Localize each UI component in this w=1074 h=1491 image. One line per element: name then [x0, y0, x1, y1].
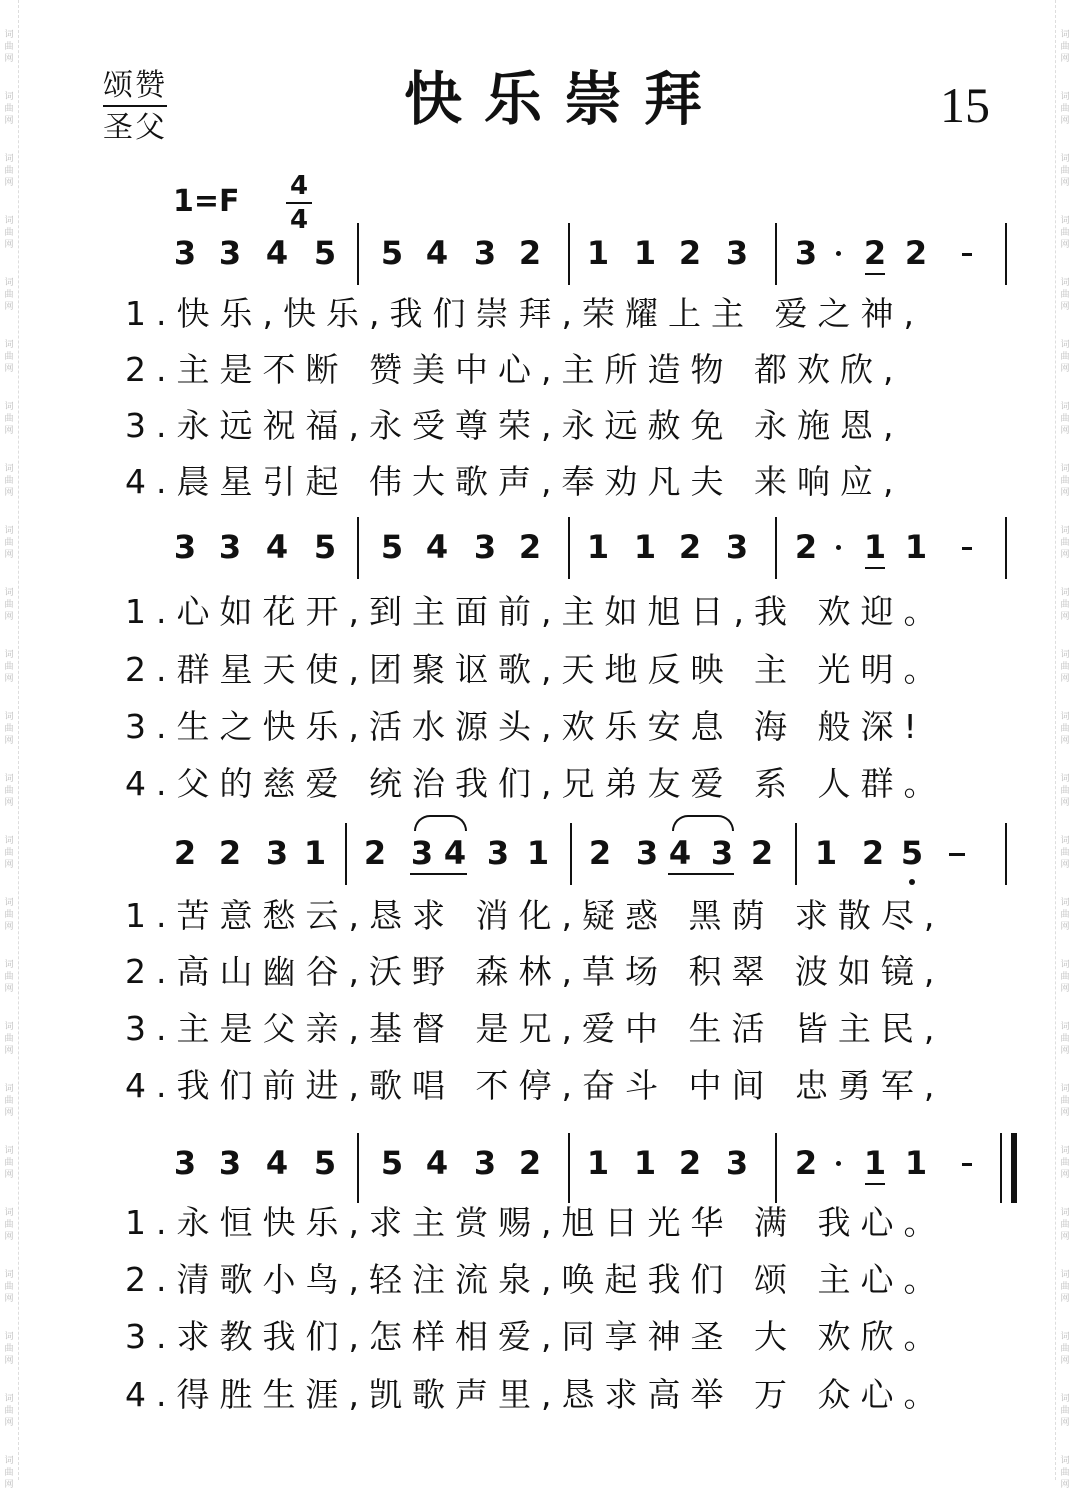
- note: 3: [710, 834, 734, 872]
- watermark-glyph: 曲: [1060, 228, 1070, 238]
- note: 3: [635, 834, 659, 872]
- lyric-line-3-3: 3.主是父亲,基督 是兄,爱中 生活 皆主民,: [125, 1009, 945, 1048]
- watermark-glyph: 词: [4, 650, 14, 660]
- watermark-glyph: 网: [4, 1046, 14, 1056]
- watermark-glyph: 网: [1060, 550, 1070, 560]
- watermark-glyph: 网: [4, 798, 14, 808]
- barline: [1005, 517, 1007, 579]
- note: 2: [794, 1144, 818, 1182]
- note: 5: [380, 1144, 404, 1182]
- watermark-glyph: 网: [4, 240, 14, 250]
- watermark-glyph: 曲: [4, 1220, 14, 1230]
- note: 4: [425, 234, 449, 272]
- time-signature-bottom: 4: [289, 205, 309, 235]
- note: 4: [668, 834, 692, 872]
- note: 3: [218, 528, 242, 566]
- note: 2: [794, 528, 818, 566]
- watermark-glyph: 网: [4, 488, 14, 498]
- watermark-glyph: 曲: [4, 1034, 14, 1044]
- final-barline: [1011, 1133, 1017, 1203]
- note: 1: [863, 1144, 887, 1182]
- note: 2: [861, 834, 885, 872]
- barline: [1005, 823, 1007, 885]
- note: 4: [443, 834, 467, 872]
- watermark-glyph: 词: [4, 836, 14, 846]
- note: 5: [380, 528, 404, 566]
- watermark-glyph: 曲: [4, 910, 14, 920]
- lyric-line-1-3: 3.永远祝福,永受尊荣,永远赦免 永施恩,: [125, 406, 904, 445]
- barline: [568, 223, 570, 285]
- watermark-glyph: 曲: [4, 538, 14, 548]
- watermark-glyph: 网: [1060, 178, 1070, 188]
- category-primary: 颂赞: [103, 68, 167, 107]
- watermark-glyph: 曲: [4, 1406, 14, 1416]
- note: 1: [863, 528, 887, 566]
- barline: [795, 823, 797, 885]
- watermark-glyph: 词: [4, 960, 14, 970]
- barline: [357, 517, 359, 579]
- watermark-glyph: 词: [1060, 464, 1070, 474]
- note: 3: [218, 234, 242, 272]
- augmentation-dot: [836, 545, 841, 550]
- watermark-glyph: 曲: [1060, 166, 1070, 176]
- watermark-glyph: 词: [1060, 836, 1070, 846]
- watermark-glyph: 词: [4, 1394, 14, 1404]
- watermark-glyph: 曲: [4, 600, 14, 610]
- watermark-glyph: 词: [4, 1208, 14, 1218]
- watermark-glyph: 网: [4, 178, 14, 188]
- watermark-glyph: 曲: [1060, 848, 1070, 858]
- watermark-glyph: 网: [1060, 674, 1070, 684]
- note: 2: [518, 528, 542, 566]
- lyric-line-2-2: 2.群星天使,团聚讴歌,天地反映 主 光明。: [125, 650, 947, 689]
- note: 4: [265, 234, 289, 272]
- watermark-glyph: 曲: [4, 352, 14, 362]
- note: 3: [265, 834, 289, 872]
- watermark-glyph: 词: [4, 154, 14, 164]
- watermark-glyph: 曲: [1060, 1406, 1070, 1416]
- watermark-glyph: 网: [4, 860, 14, 870]
- watermark-glyph: 词: [1060, 526, 1070, 536]
- sustain-dash: [962, 547, 972, 550]
- watermark-glyph: 曲: [4, 42, 14, 52]
- watermark-glyph: 词: [1060, 1456, 1070, 1466]
- watermark-glyph: 网: [4, 1232, 14, 1242]
- watermark-glyph: 词: [1060, 1084, 1070, 1094]
- lyric-line-3-4: 4.我们前进,歌唱 不停,奋斗 中间 忠勇军,: [125, 1066, 945, 1105]
- slur: [414, 815, 467, 831]
- lyric-line-1-1: 1.快乐,快乐,我们崇拜,荣耀上主 爱之神,: [125, 294, 924, 333]
- note: 3: [725, 234, 749, 272]
- beam-underline: [668, 873, 734, 875]
- watermark-glyph: 曲: [1060, 600, 1070, 610]
- watermark-glyph: 曲: [1060, 1468, 1070, 1478]
- watermark-glyph: 词: [1060, 1208, 1070, 1218]
- watermark-glyph: 曲: [4, 662, 14, 672]
- watermark-glyph: 曲: [4, 290, 14, 300]
- watermark-glyph: 词: [4, 1022, 14, 1032]
- watermark-glyph: 网: [4, 612, 14, 622]
- watermark-glyph: 词: [1060, 588, 1070, 598]
- watermark-glyph: 网: [4, 1356, 14, 1366]
- watermark-glyph: 曲: [1060, 1220, 1070, 1230]
- eighth-underline: [865, 567, 885, 569]
- watermark-glyph: 曲: [1060, 662, 1070, 672]
- watermark-glyph: 词: [1060, 340, 1070, 350]
- eighth-underline: [865, 273, 885, 275]
- watermark-glyph: 词: [4, 774, 14, 784]
- sustain-dash: [962, 253, 972, 256]
- note: 2: [678, 1144, 702, 1182]
- note: 1: [814, 834, 838, 872]
- note: 1: [526, 834, 550, 872]
- note: 5: [313, 1144, 337, 1182]
- watermark-glyph: 网: [1060, 1046, 1070, 1056]
- watermark-glyph: 曲: [4, 1468, 14, 1478]
- lyric-line-4-1: 1.永恒快乐,求主赏赐,旭日光华 满 我心。: [125, 1203, 947, 1242]
- watermark-glyph: 词: [4, 340, 14, 350]
- watermark-glyph: 网: [1060, 1232, 1070, 1242]
- note: 2: [904, 234, 928, 272]
- watermark-glyph: 词: [1060, 278, 1070, 288]
- note: 4: [425, 1144, 449, 1182]
- note: 5: [313, 528, 337, 566]
- watermark-glyph: 曲: [1060, 476, 1070, 486]
- barline: [570, 823, 572, 885]
- watermark-glyph: 词: [1060, 1394, 1070, 1404]
- beam-underline: [410, 873, 467, 875]
- watermark-glyph: 词: [1060, 402, 1070, 412]
- time-signature-rule: [286, 202, 312, 204]
- barline: [345, 823, 347, 885]
- watermark-glyph: 网: [4, 984, 14, 994]
- note: 2: [173, 834, 197, 872]
- watermark-glyph: 网: [1060, 922, 1070, 932]
- slur: [672, 815, 734, 831]
- lyric-line-4-2: 2.清歌小鸟,轻注流泉,唤起我们 颂 主心。: [125, 1260, 947, 1299]
- watermark-glyph: 网: [1060, 1418, 1070, 1428]
- watermark-glyph: 曲: [1060, 290, 1070, 300]
- watermark-glyph: 曲: [1060, 104, 1070, 114]
- watermark-glyph: 曲: [4, 1158, 14, 1168]
- watermark-glyph: 网: [1060, 860, 1070, 870]
- watermark-glyph: 网: [4, 1418, 14, 1428]
- watermark-glyph: 曲: [4, 414, 14, 424]
- watermark-glyph: 词: [4, 1146, 14, 1156]
- watermark-glyph: 词: [1060, 216, 1070, 226]
- watermark-glyph: 词: [4, 216, 14, 226]
- note: 4: [265, 528, 289, 566]
- watermark-glyph: 词: [1060, 650, 1070, 660]
- watermark-glyph: 词: [4, 92, 14, 102]
- watermark-glyph: 网: [1060, 1294, 1070, 1304]
- watermark-glyph: 网: [4, 302, 14, 312]
- watermark-glyph: 曲: [1060, 1282, 1070, 1292]
- eighth-underline: [865, 1183, 885, 1185]
- watermark-glyph: 曲: [4, 1344, 14, 1354]
- time-signature: [286, 172, 312, 234]
- note: 3: [473, 1144, 497, 1182]
- watermark-glyph: 词: [1060, 1146, 1070, 1156]
- lyric-line-3-2: 2.高山幽谷,沃野 森林,草场 积翠 波如镜,: [125, 952, 945, 991]
- note: 2: [678, 528, 702, 566]
- watermark-glyph: 曲: [1060, 724, 1070, 734]
- note: 2: [588, 834, 612, 872]
- barline: [357, 223, 359, 285]
- watermark-glyph: 词: [1060, 1022, 1070, 1032]
- note: 3: [473, 528, 497, 566]
- note: 3: [473, 234, 497, 272]
- watermark-glyph: 曲: [1060, 1096, 1070, 1106]
- watermark-glyph: 词: [1060, 960, 1070, 970]
- watermark-glyph: 词: [4, 278, 14, 288]
- lyric-line-1-2: 2.主是不断 赞美中心,主所造物 都欢欣,: [125, 350, 904, 389]
- watermark-glyph: 词: [4, 402, 14, 412]
- watermark-glyph: 曲: [4, 1282, 14, 1292]
- watermark-glyph: 网: [4, 736, 14, 746]
- watermark-glyph: 网: [4, 674, 14, 684]
- watermark-glyph: 曲: [4, 972, 14, 982]
- barline: [357, 1133, 359, 1203]
- watermark-glyph: 网: [1060, 1480, 1070, 1490]
- watermark-glyph: 网: [4, 550, 14, 560]
- lyric-line-1-4: 4.晨星引起 伟大歌声,奉劝凡夫 来响应,: [125, 462, 904, 501]
- note: 5: [380, 234, 404, 272]
- watermark-glyph: 词: [4, 1332, 14, 1342]
- watermark-glyph: 词: [1060, 712, 1070, 722]
- watermark-glyph: 词: [1060, 92, 1070, 102]
- barline: [775, 517, 777, 579]
- watermark-glyph: 词: [4, 898, 14, 908]
- note: 2: [518, 234, 542, 272]
- note: 2: [678, 234, 702, 272]
- watermark-glyph: 曲: [4, 1096, 14, 1106]
- watermark-glyph: 词: [4, 1456, 14, 1466]
- watermark-glyph: 曲: [1060, 910, 1070, 920]
- watermark-glyph: 曲: [1060, 414, 1070, 424]
- note: 1: [586, 1144, 610, 1182]
- watermark-glyph: 词: [1060, 154, 1070, 164]
- note: 3: [173, 234, 197, 272]
- watermark-glyph: 词: [1060, 30, 1070, 40]
- watermark-glyph: 曲: [4, 724, 14, 734]
- watermark-glyph: 网: [4, 1170, 14, 1180]
- category-secondary: 圣父: [103, 110, 167, 145]
- watermark-glyph: 网: [1060, 1356, 1070, 1366]
- watermark-glyph: 曲: [4, 228, 14, 238]
- watermark-glyph: 网: [1060, 488, 1070, 498]
- note: 1: [586, 528, 610, 566]
- octave-dot-below: [909, 879, 915, 885]
- barline: [1000, 1133, 1002, 1203]
- watermark-glyph: 网: [1060, 302, 1070, 312]
- watermark-glyph: 曲: [4, 848, 14, 858]
- lyric-line-4-3: 3.求教我们,怎样相爱,同享神圣 大 欢欣。: [125, 1317, 947, 1356]
- time-signature-top: 4: [289, 171, 309, 201]
- watermark-glyph: 网: [1060, 1108, 1070, 1118]
- barline: [775, 1133, 777, 1203]
- note: 4: [425, 528, 449, 566]
- watermark-glyph: 词: [1060, 1332, 1070, 1342]
- lyric-line-3-1: 1.苦意愁云,恳求 消化,疑惑 黑荫 求散尽,: [125, 896, 945, 935]
- sustain-dash: [949, 853, 965, 856]
- watermark-glyph: 网: [1060, 612, 1070, 622]
- note: 2: [218, 834, 242, 872]
- note: 3: [410, 834, 434, 872]
- watermark-glyph: 网: [1060, 426, 1070, 436]
- watermark-glyph: 网: [4, 1108, 14, 1118]
- note: 4: [265, 1144, 289, 1182]
- augmentation-dot: [836, 251, 841, 256]
- watermark-glyph: 曲: [1060, 42, 1070, 52]
- barline: [1005, 223, 1007, 285]
- watermark-glyph: 网: [1060, 984, 1070, 994]
- augmentation-dot: [836, 1161, 841, 1166]
- watermark-glyph: 网: [1060, 798, 1070, 808]
- note: 3: [218, 1144, 242, 1182]
- note: 1: [633, 528, 657, 566]
- watermark-glyph: 网: [1060, 54, 1070, 64]
- watermark-glyph: 词: [1060, 774, 1070, 784]
- note: 2: [363, 834, 387, 872]
- watermark-glyph: 网: [4, 1480, 14, 1490]
- watermark-glyph: 网: [1060, 364, 1070, 374]
- note: 3: [173, 528, 197, 566]
- note: 5: [313, 234, 337, 272]
- note: 2: [863, 234, 887, 272]
- note: 1: [586, 234, 610, 272]
- watermark-glyph: 网: [4, 922, 14, 932]
- watermark-glyph: 曲: [1060, 786, 1070, 796]
- watermark-glyph: 曲: [1060, 1158, 1070, 1168]
- note: 2: [750, 834, 774, 872]
- watermark-glyph: 网: [1060, 736, 1070, 746]
- watermark-glyph: 曲: [4, 476, 14, 486]
- lyric-line-4-4: 4.得胜生涯,凯歌声里,恳求高举 万 众心。: [125, 1375, 947, 1414]
- watermark-glyph: 曲: [1060, 972, 1070, 982]
- sustain-dash: [962, 1163, 972, 1166]
- lyric-line-2-1: 1.心如花开,到主面前,主如旭日,我 欢迎。: [125, 592, 947, 631]
- watermark-glyph: 词: [4, 712, 14, 722]
- watermark-glyph: 曲: [1060, 1034, 1070, 1044]
- note: 1: [904, 1144, 928, 1182]
- note: 3: [725, 1144, 749, 1182]
- watermark-glyph: 词: [4, 588, 14, 598]
- note: 1: [303, 834, 327, 872]
- watermark-glyph: 曲: [1060, 1344, 1070, 1354]
- watermark-glyph: 曲: [4, 786, 14, 796]
- note: 3: [173, 1144, 197, 1182]
- lyric-line-2-3: 3.生之快乐,活水源头,欢乐安息 海 般深!: [125, 707, 927, 746]
- watermark-glyph: 词: [1060, 898, 1070, 908]
- note: 1: [633, 234, 657, 272]
- watermark-glyph: 曲: [1060, 352, 1070, 362]
- hymn-number: 15: [940, 77, 990, 133]
- note: 2: [518, 1144, 542, 1182]
- watermark-glyph: 词: [4, 1084, 14, 1094]
- watermark-glyph: 曲: [4, 104, 14, 114]
- watermark-glyph: 网: [4, 116, 14, 126]
- watermark-glyph: 词: [4, 526, 14, 536]
- note: 1: [904, 528, 928, 566]
- watermark-glyph: 曲: [1060, 538, 1070, 548]
- lyric-line-2-4: 4.父的慈爱 统治我们,兄弟友爱 系 人群。: [125, 764, 947, 803]
- watermark-glyph: 网: [4, 426, 14, 436]
- watermark-glyph: 词: [1060, 1270, 1070, 1280]
- watermark-glyph: 网: [4, 54, 14, 64]
- barline: [775, 223, 777, 285]
- key-signature: 1=F: [173, 184, 240, 219]
- watermark-glyph: 词: [4, 1270, 14, 1280]
- barline: [568, 1133, 570, 1203]
- hymn-title: 快乐崇拜: [404, 65, 725, 133]
- watermark-glyph: 词: [4, 30, 14, 40]
- watermark-glyph: 网: [4, 364, 14, 374]
- note: 3: [794, 234, 818, 272]
- watermark-glyph: 网: [1060, 116, 1070, 126]
- note: 3: [486, 834, 510, 872]
- barline: [568, 517, 570, 579]
- note: 3: [725, 528, 749, 566]
- watermark-glyph: 词: [4, 464, 14, 474]
- note: 1: [633, 1144, 657, 1182]
- watermark-glyph: 网: [1060, 240, 1070, 250]
- watermark-glyph: 网: [4, 1294, 14, 1304]
- watermark-glyph: 曲: [4, 166, 14, 176]
- watermark-glyph: 网: [1060, 1170, 1070, 1180]
- note: 5: [900, 834, 924, 872]
